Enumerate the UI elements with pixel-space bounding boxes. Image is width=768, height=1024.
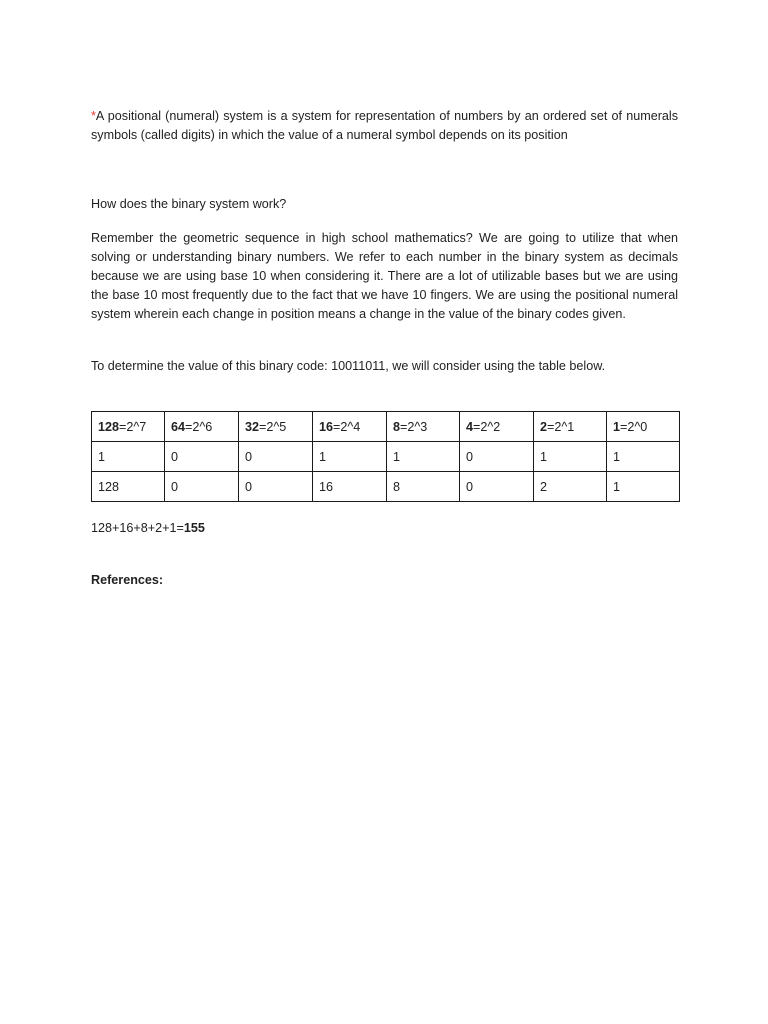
table-header-cell [92, 412, 165, 442]
table-bits-row [92, 442, 680, 472]
place-value: 128 [98, 419, 120, 434]
references-heading: References: [91, 573, 164, 587]
place-value: 4 [466, 419, 474, 434]
table-values-row [92, 472, 680, 502]
value-cell: 0 [460, 472, 534, 502]
value-cell: 0 [165, 472, 239, 502]
table-header-cell [460, 412, 534, 442]
body-paragraph: Remember the geometric sequence in high school mathematics? We are going to utilize that when solving or understanding binary numbers. We refer to each number in the binary system as decimals because we are using base 10 when considering it. There are a lot of utilizable bases but we are using the base 10 most frequently due to the fact that we have 10 fingers. We are using the positional numeral system wherein each change in position means a change in the value of the binary codes given. [91, 231, 678, 321]
table-header-cell [239, 412, 313, 442]
value-cell: 16 [313, 472, 387, 502]
sum-result: 155 [183, 521, 205, 535]
table-header-row [92, 412, 680, 442]
bit-cell: 1 [313, 442, 387, 472]
bit-cell: 0 [165, 442, 239, 472]
table-intro-text: To determine the value of this binary code: 10011011, we will consider using the table below. [91, 359, 606, 373]
bit-cell: 1 [92, 442, 165, 472]
value-cell: 2 [534, 472, 607, 502]
bit-cell: 0 [460, 442, 534, 472]
value-cell: 1 [607, 472, 680, 502]
power-expression: =2^3 [400, 419, 428, 434]
power-expression: =2^2 [473, 419, 501, 434]
binary-value-table [91, 411, 680, 502]
definition-text: A positional (numeral) system is a system for representation of numbers by an ordered set of numerals symbols (called digits) in which the value of a numeral symbol depends on its position [91, 109, 678, 142]
power-expression: =2^6 [185, 419, 213, 434]
power-expression: =2^4 [333, 419, 361, 434]
table-header-cell [165, 412, 239, 442]
table-header-cell [387, 412, 460, 442]
table-header-cell [313, 412, 387, 442]
power-expression: =2^5 [259, 419, 287, 434]
place-value: 32 [245, 419, 260, 434]
place-value: 1 [613, 419, 621, 434]
sum-line [91, 519, 678, 538]
bit-cell: 0 [239, 442, 313, 472]
power-expression: =2^7 [119, 419, 147, 434]
bit-cell: 1 [534, 442, 607, 472]
definition-paragraph [91, 107, 678, 145]
table-header-cell [534, 412, 607, 442]
power-expression: =2^0 [620, 419, 648, 434]
bit-cell: 1 [607, 442, 680, 472]
sum-expression: 128+16+8+2+1= [91, 521, 184, 535]
footnote-asterisk: * [91, 109, 96, 123]
place-value: 2 [540, 419, 548, 434]
place-value: 16 [319, 419, 334, 434]
value-cell: 8 [387, 472, 460, 502]
place-value: 64 [171, 419, 186, 434]
value-cell: 0 [239, 472, 313, 502]
place-value: 8 [393, 419, 401, 434]
value-cell: 128 [92, 472, 165, 502]
power-expression: =2^1 [547, 419, 575, 434]
section-question: How does the binary system work? [91, 197, 287, 211]
table-header-cell [607, 412, 680, 442]
bit-cell: 1 [387, 442, 460, 472]
